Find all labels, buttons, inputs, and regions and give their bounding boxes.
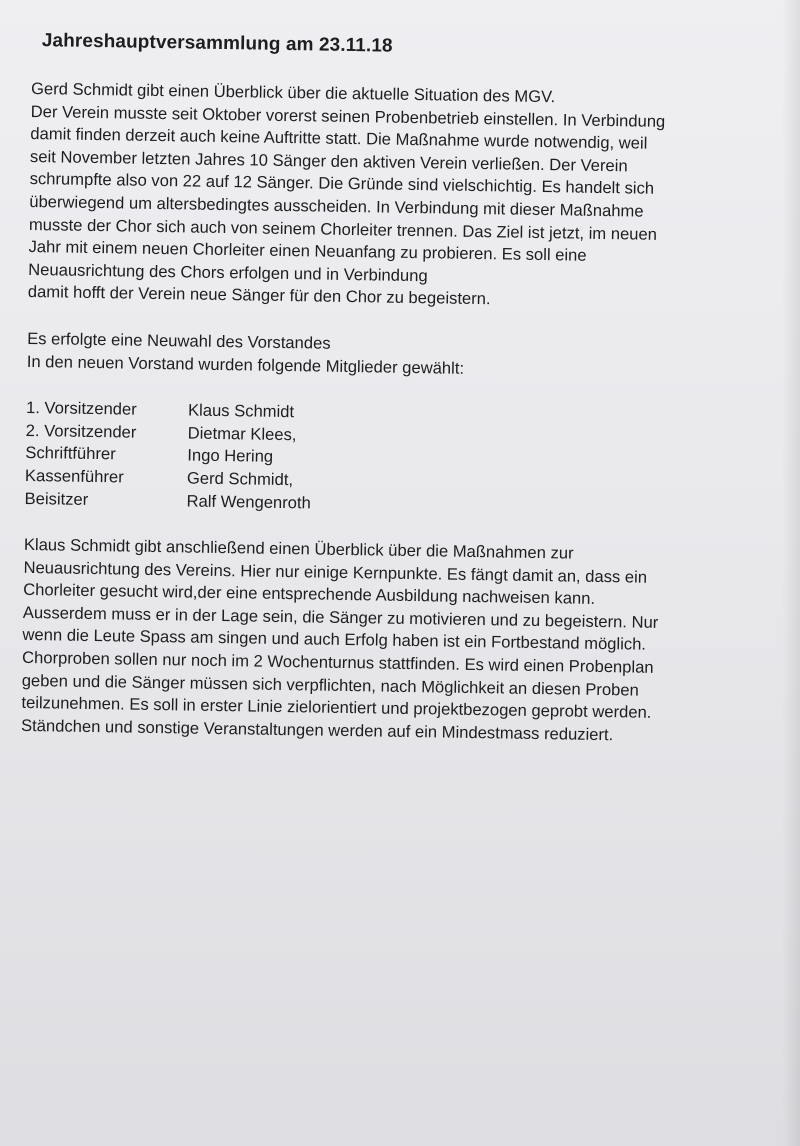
board-role: Schriftführer <box>25 443 116 464</box>
text-line: teilzunehmen. Es soll in erster Linie zielorientiert und projektbezogen geprobt werden. <box>21 693 652 723</box>
board-members-list <box>24 397 756 521</box>
text-line: überwiegend um altersbedingtes ausscheiden. In Verbindung mit dieser Maßnahme <box>29 191 644 221</box>
text-line: damit hofft der Verein neue Sänger für den Chor zu begeistern. <box>27 282 491 309</box>
text-line: Ständchen und sonstige Veranstaltungen werden auf ein Mindestmass reduziert. <box>20 715 614 745</box>
board-name: Dietmar Klees, <box>187 423 297 444</box>
text-line: Jahr mit einem neuen Chorleiter einen Neuanfang zu probieren. Es soll eine <box>28 237 587 265</box>
text-line: schrumpfte also von 22 auf 12 Sänger. Die Gründe sind vielschichtig. Es handelt sich <box>29 169 655 199</box>
board-name: Ralf Wengenroth <box>186 490 311 512</box>
text-line: Der Verein musste seit Oktober vorerst seinen Probenbetrieb einstellen. In Verbindung <box>30 101 666 131</box>
text-line: damit finden derzeit auch keine Auftritte statt. Die Maßnahme wurde notwendig, weil <box>30 124 648 153</box>
text-line: Chorproben sollen nur noch im 2 Wochenturnus stattfinden. Es wird einen Probenplan <box>21 647 654 677</box>
text-line: musste der Chor sich auch von seinem Chorleiter trennen. Das Ziel ist jetzt, im neuen <box>28 214 658 244</box>
text-line: In den neuen Vorstand wurden folgende Mitglieder gewählt: <box>26 351 465 378</box>
text-line: Ausserdem muss er in der Lage sein, die Sänger zu motivieren und zu begeistern. Nur <box>22 602 659 632</box>
text-line: Neuausrichtung des Vereins. Hier nur einige Kernpunkte. Es fängt damit an, dass ein <box>23 557 648 587</box>
text-line: seit November letzten Jahres 10 Sänger den aktiven Verein verließen. Der Verein <box>29 146 628 176</box>
board-name: Gerd Schmidt, <box>186 468 294 490</box>
text-line: Klaus Schmidt gibt anschließend einen Überblick über die Maßnahmen zur <box>23 535 574 563</box>
text-line: Neuausrichtung des Chors erfolgen und in Verbindung <box>28 259 428 285</box>
text-line: Es erfolgte eine Neuwahl des Vorstandes <box>27 328 331 353</box>
text-line: Gerd Schmidt gibt einen Überblick über die aktuelle Situation des MGV. <box>30 78 556 107</box>
document-title: Jahreshauptversammlung am 23.11.18 <box>41 30 393 57</box>
document-body <box>21 30 762 749</box>
text-line: Chorleiter gesucht wird,der eine entsprechende Ausbildung nachweisen kann. <box>23 580 596 609</box>
board-name: Ingo Hering <box>187 445 274 467</box>
board-role: Kassenführer <box>24 465 124 487</box>
board-role: 2. Vorsitzender <box>25 420 137 442</box>
situation-paragraph <box>28 78 761 315</box>
board-role: Beisitzer <box>24 488 89 509</box>
board-role: 1. Vorsitzender <box>25 398 137 419</box>
board-name: Klaus Schmidt <box>187 400 295 422</box>
text-line: wenn die Leute Spass am singen und auch Erfolg haben ist ein Fortbestand möglich. <box>22 625 647 655</box>
text-line: geben und die Sänger müssen sich verpflichten, nach Möglichkeit an diesen Proben <box>21 670 639 700</box>
measures-paragraph <box>21 534 754 749</box>
